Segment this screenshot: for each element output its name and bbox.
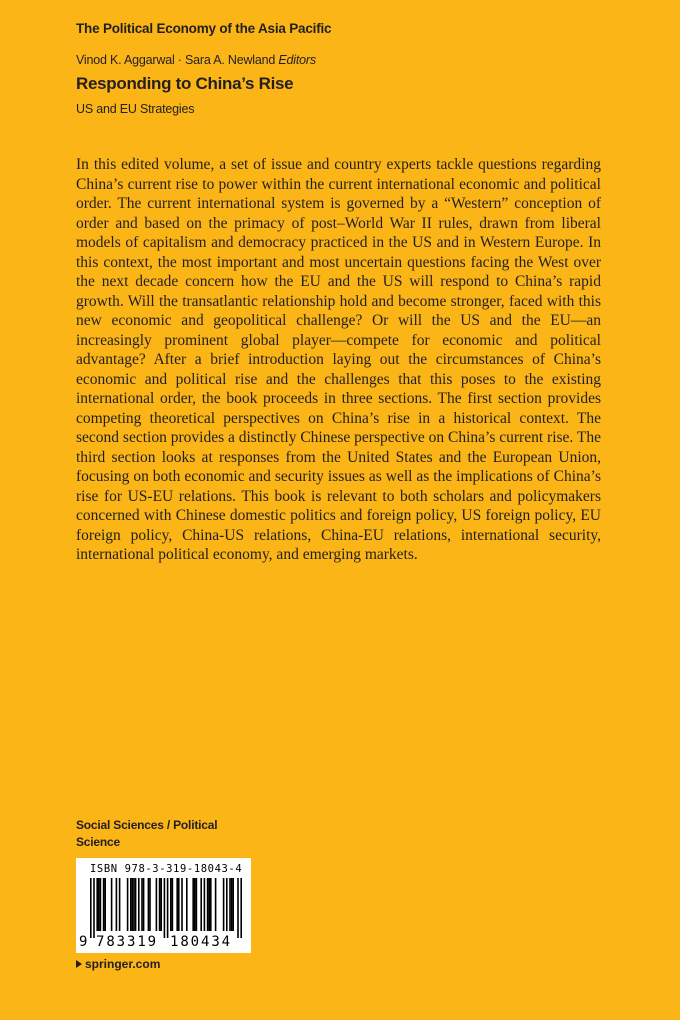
barcode-bar — [138, 878, 140, 931]
barcode-bar — [226, 878, 228, 931]
ean-first-digit: 9 — [79, 934, 88, 950]
barcode-bar — [119, 878, 121, 931]
barcode-bar — [172, 878, 174, 931]
barcode-bar — [156, 878, 158, 931]
barcode-bar — [104, 878, 106, 931]
barcode-bar — [90, 878, 92, 938]
barcode-bar — [141, 878, 143, 931]
barcode-bar — [208, 878, 210, 931]
barcode-bar — [159, 878, 161, 931]
barcode-bar — [207, 878, 209, 931]
barcode-bar — [132, 878, 134, 931]
barcode-bar — [178, 878, 180, 931]
ean-right-group: 180434 — [170, 934, 232, 950]
barcode-bar — [196, 878, 198, 931]
triangle-right-icon — [76, 960, 82, 968]
barcode-bar — [237, 878, 239, 938]
springer-link-label: springer.com — [85, 957, 161, 971]
editors-role: Editors — [278, 53, 316, 67]
barcode-bar — [164, 878, 166, 938]
barcode-bar — [176, 878, 178, 931]
barcode-bar — [231, 878, 233, 931]
barcode-bar — [135, 878, 137, 931]
ean-left-group: 783319 — [96, 934, 158, 950]
barcode-bar — [143, 878, 145, 931]
springer-link[interactable] — [76, 957, 160, 971]
barcode-bar — [127, 878, 129, 931]
barcode-bar — [210, 878, 212, 931]
barcode-bar — [160, 878, 162, 931]
barcode-bar — [116, 878, 118, 931]
isbn-label: ISBN 978-3-319-18043-4 — [90, 863, 243, 875]
barcode-bar — [96, 878, 98, 931]
barcode-bar — [103, 878, 105, 931]
barcode-bar — [167, 878, 169, 938]
barcode-bar — [232, 878, 234, 931]
barcode-bar — [186, 878, 188, 931]
barcode-bar — [215, 878, 217, 931]
book-subtitle: US and EU Strategies — [76, 102, 195, 116]
book-title: Responding to China’s Rise — [76, 74, 294, 93]
barcode-bar — [98, 878, 100, 931]
barcode-bar — [194, 878, 196, 931]
barcode-bar — [240, 878, 242, 938]
barcode-bar — [149, 878, 151, 931]
barcode-bar — [148, 878, 150, 931]
barcode-bar — [223, 878, 225, 931]
subject-category: Social Sciences / Political Science — [76, 818, 218, 849]
series-title: The Political Economy of the Asia Pacific — [76, 21, 332, 36]
editors-line — [76, 53, 316, 67]
barcode-bar — [130, 878, 132, 931]
editor-names: Vinod K. Aggarwal · Sara A. Newland — [76, 53, 276, 67]
barcode-bar — [192, 878, 194, 931]
isbn-barcode — [76, 858, 251, 953]
barcode-bar — [111, 878, 113, 931]
book-description: In this edited volume, a set of issue and country experts tackle questions regarding China’s current rise to power within the current international economic and political order. The current international system is governed by a “Western” conception of order and based on the primacy of post–World War II rules, drawn from liberal models of capitalism and democracy practiced in the US and in Western Europe. In this context, the most important and most uncertain questions facing the West over the next decade concern how the EU and the US will respond to China’s rapid growth. Will the transatlantic relationship hold and become stronger, faced with this new economic and geopolitical challenge? Or will the US and the EU—an increasingly prominent global player—compete for economic and political advantage? After a brief introduction laying out the circumstances of China’s economic and political rise and the challenges that this poses to the existing international order, the book proceeds in three sections. The first section provides competing theoretical perspectives on China’s rise in a historical context. The second section provides a distinctly Chinese perspective on China’s current rise. The third section looks at responses from the United States and the European Union, focusing on both economic and security issues as well as the implications of China’s rise for US-EU relations. This book is relevant to both scholars and policymakers concerned with Chinese domestic politics and foreign policy, US foreign policy, EU foreign policy, China-US relations, China-EU relations, international security, international political economy, and emerging markets. — [76, 156, 601, 563]
barcode-bar — [170, 878, 172, 931]
barcode-bar — [133, 878, 135, 931]
barcode-bar — [181, 878, 183, 931]
barcode-bar — [93, 878, 95, 938]
barcode-bar — [200, 878, 202, 931]
barcode-bar — [229, 878, 231, 931]
barcode-bar — [100, 878, 102, 931]
barcode-bar — [204, 878, 206, 931]
